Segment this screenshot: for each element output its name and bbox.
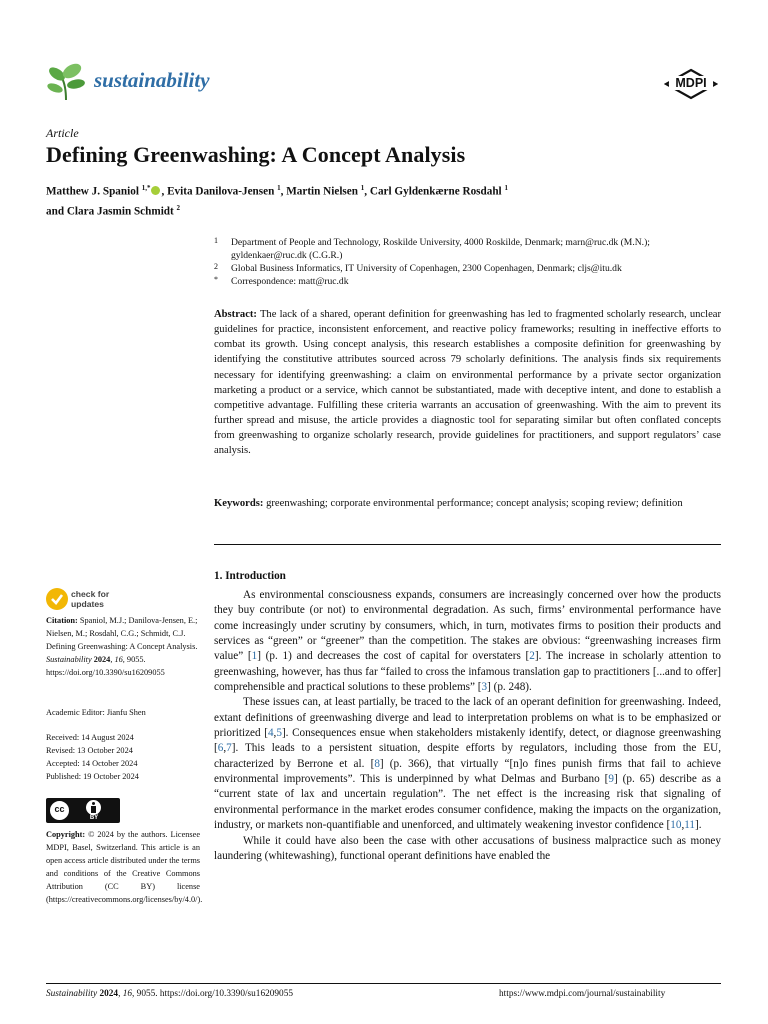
cc-by-license-badge[interactable] bbox=[46, 798, 120, 823]
footer-journal-url[interactable]: https://www.mdpi.com/journal/sustainability bbox=[499, 989, 666, 999]
citation-label: Citation: bbox=[46, 616, 78, 625]
text-run: ] (p. 366), that virtually “[n]o fines punish firms that fail to achieve environmental improvements”. This is underpinned by what Delmas and Burbano [ bbox=[214, 757, 721, 786]
citation-link[interactable]: 11 bbox=[684, 819, 696, 832]
revised-date: Revised: 13 October 2024 bbox=[46, 746, 133, 755]
journal-name: sustainability bbox=[94, 68, 210, 92]
text-run: ] (p. 65) describe as a “current state of lax and uncertain regulation”. The net effect is the increasing risk that signaling of environmental performance in the market erodes consumer confidence, making the impacts on the organization, industry, or markets non-quantifiable and unenforced, and ultimately weakening investor confidence [ bbox=[214, 773, 721, 832]
citation-link[interactable]: 6 bbox=[217, 742, 224, 755]
citation-block: Citation: Spaniol, M.J.; Danilova-Jensen, E.; Nielsen, M.; Rosdahl, C.G.; Schmidt, C.J. Defining Greenwashing: A Concept Analysis. Sustainability 2024, 16, 9055. https://doi.org/10.3390/su16209055 bbox=[46, 616, 198, 678]
author-schmidt[interactable]: and Clara Jasmin Schmidt bbox=[46, 205, 177, 218]
keywords-text: greenwashing; corporate environmental performance; concept analysis; scoping review; definition bbox=[266, 498, 683, 509]
affiliation-sup: 1,* bbox=[141, 184, 151, 192]
citation-volume: 16 bbox=[114, 655, 123, 665]
check-for-updates-label bbox=[71, 589, 109, 609]
copyright-label: Copyright: bbox=[46, 830, 86, 839]
footer-year: 2024 bbox=[99, 989, 119, 999]
citation-year: 2024 bbox=[93, 655, 111, 665]
paragraph bbox=[214, 834, 721, 865]
footer-divider bbox=[46, 983, 721, 984]
citation-doi[interactable]: , 9055. https://doi.org/10.3390/su16209055 bbox=[46, 655, 165, 678]
citation-link[interactable]: 1 bbox=[251, 650, 258, 663]
copyright-block bbox=[46, 828, 203, 907]
affiliation-item bbox=[214, 275, 724, 288]
footer-citation: Sustainability 2024, 16, 9055. https://doi.org/10.3390/su16209055 bbox=[46, 989, 293, 999]
citation-link[interactable]: 8 bbox=[374, 757, 380, 770]
abstract-text: The lack of a shared, operant definition for greenwashing has led to fragmented scholarly research, unclear guidelines for practice, inconsistent enforcement, and reactive policy frameworks; resulting in ineffective efforts to combat its growth. Using concept analysis, this research establishes a composite definition for greenwashing by identifying the constitutive attributes sourced across 79 scholarly definitions. The analysis finds six requirements necessary for identifying greenwashing: a claim on environmental performance by a private sector organization marketing a product or a service, which cannot be substantiated, made with deceptive intent, and done to establish a competitive advantage. Fulfilling these criteria warrants an accusation of greenwashing. With the aim to prevent its further spread and misuse, the article provides a diagnostic tool for separating similar but often conflated concepts from greenwashing to organize scholarly research, provide guidelines for practitioners, and support regulators’ case analysis. bbox=[214, 309, 721, 457]
paragraph bbox=[214, 588, 721, 695]
author-list bbox=[46, 180, 706, 219]
footer-doi-link[interactable]: , 9055. https://doi.org/10.3390/su16209055 bbox=[132, 989, 293, 999]
affiliation-sup: 1 bbox=[360, 184, 365, 192]
body-text bbox=[214, 588, 721, 864]
citation-link[interactable]: 10 bbox=[670, 819, 682, 832]
check-for-updates-line1: check for bbox=[71, 589, 110, 599]
text-run: As environmental consciousness expands, consumers are increasingly concerned over how the products they buy contribute (or not) to environmental degradation. As such, firms’ environmental performance have come increasingly under scrutiny by consumers, which, in turn, motivates firms to position their products and services as “green” or “greener” than the competition. The stakes are obvious: “greenwashing increases firm value” [ bbox=[214, 589, 721, 663]
orcid-icon[interactable] bbox=[151, 186, 160, 195]
text-run: ] (p. 248). bbox=[487, 681, 532, 694]
affiliation-text: Global Business Informatics, IT University of Copenhagen, 2300 Copenhagen, Denmark; cljs@itu.dk bbox=[231, 263, 622, 274]
check-for-updates-icon bbox=[46, 588, 68, 610]
received-date: Received: 14 August 2024 bbox=[46, 733, 134, 742]
copyright-text: © 2024 by the authors. Licensee MDPI, Basel, Switzerland. This article is an open access article distributed under the terms and conditions of the Creative Commons Attribution (CC BY) license (https://creativecommons.org/licenses/by/4.0/). bbox=[46, 830, 203, 905]
section-divider bbox=[214, 544, 721, 545]
citation-text: Spaniol, M.J.; Danilova-Jensen, E.; Nielsen, M.; Rosdahl, C.G.; Schmidt, C.J. Defining Greenwashing: A Concept Analysis. bbox=[46, 616, 198, 652]
abstract-label: Abstract: bbox=[214, 309, 257, 320]
paragraph: These issues can, at least partially, be traced to the lack of an operant definition for greenwashing. Indeed, extant definitions of greenwashing diverge and lead to interpretation problems on what is to be emphasized or prioritized [4,5]. Consequences ensue when stakeholders mistakenly identify, detect, or diagnose greenwashing [6,7]. This leads to a persistent situation, despite efforts by regulators, including those from the EU, characterized by Berrone et al. [8] (p. 366), that virtually “[n]o fines punish firms that fail to achieve environmental improvements”. This is underpinned by what Delmas and Burbano [9] (p. 65) describe as a “current state of lax and uncertain regulation”. The net effect is the increasing risk that signaling of environmental performance in the market erodes consumer confidence, making the impacts on the organization, industry, or markets non-quantifiable and unenforced, and ultimately weakening investor confidence [10,11]. bbox=[214, 696, 721, 832]
keywords-label: Keywords: bbox=[214, 498, 264, 509]
text-run: ]. The increase in scholarly attention to greenwashing, however, has thus far “failed to cross the infamous translation gap to practitioners [...and to offer] comprehensible and practical solutions to these problems” [ bbox=[214, 650, 722, 694]
footer-volume: 16 bbox=[122, 989, 133, 999]
affiliation-text: Department of People and Technology, Roskilde University, 4000 Roskilde, Denmark; marn@ruc.dk (M.N.); gyldenkaer@ruc.dk (C.G.R.) bbox=[231, 237, 650, 261]
author-spaniol[interactable]: Matthew J. Spaniol bbox=[46, 185, 142, 198]
attribution-person-icon bbox=[86, 800, 101, 815]
citation-link[interactable]: 2 bbox=[529, 650, 535, 663]
publisher-name: MDPI bbox=[669, 76, 713, 90]
author-rosdahl[interactable]: , Carl Gyldenkærne Rosdahl bbox=[364, 185, 505, 198]
check-for-updates-line2: updates bbox=[71, 599, 104, 609]
citation-link[interactable]: 5 bbox=[276, 727, 282, 740]
affiliation-sup: 2 bbox=[176, 203, 181, 212]
affiliation-text: Correspondence: matt@ruc.dk bbox=[231, 276, 349, 287]
citation-link[interactable]: 3 bbox=[481, 681, 488, 694]
text-run: ]. Consequences ensue when stakeholders mistakenly identify, detect, or diagnose greenwashing [ bbox=[214, 727, 721, 755]
affiliation-mark: 2 bbox=[214, 262, 218, 271]
abstract bbox=[214, 307, 721, 459]
affiliation-mark: 1 bbox=[214, 236, 218, 245]
check-for-updates-button[interactable] bbox=[46, 588, 156, 610]
journal-logo-leaf-icon bbox=[46, 62, 90, 102]
text-run: ]. This leads to a persistent situation, despite efforts by regulators, including those from the EU, characterized by Berrone et al. [ bbox=[214, 742, 721, 770]
publisher-logo bbox=[664, 68, 718, 100]
author-nielsen[interactable]: , Martin Nielsen bbox=[280, 185, 361, 198]
academic-editor: Academic Editor: Jianfu Shen bbox=[46, 708, 146, 717]
cc-icon: cc bbox=[54, 804, 65, 814]
affiliation-item bbox=[214, 236, 724, 262]
affiliation-mark: * bbox=[214, 275, 218, 284]
page-title: Defining Greenwashing: A Concept Analysis bbox=[46, 142, 466, 167]
affiliation-sup: 1 bbox=[277, 184, 281, 192]
text-run: ] (p. 1) and decreases the cost of capital for overstaters [ bbox=[257, 650, 530, 663]
author-danilova-jensen[interactable]: , Evita Danilova-Jensen bbox=[161, 185, 278, 198]
text-run: ]. bbox=[695, 819, 702, 832]
affiliation-item bbox=[214, 262, 724, 275]
affiliation-sup: 1 bbox=[504, 184, 508, 192]
citation-link[interactable]: 9 bbox=[608, 773, 614, 786]
citation-journal: Sustainability bbox=[46, 655, 92, 665]
keywords bbox=[214, 496, 721, 511]
published-date: Published: 19 October 2024 bbox=[46, 772, 139, 781]
text-run: While it could have also been the case with other accusations of business malpractice such as money laundering (whitewashing), functional operant definitions have enabled the bbox=[214, 834, 721, 862]
citation-link[interactable]: 7 bbox=[226, 742, 232, 755]
section-heading: 1. Introduction bbox=[214, 570, 286, 582]
text-run: These issues can, at least partially, be traced to the lack of an operant definition for greenwashing. Indeed, extant definitions of greenwashing diverge and lead to interpretation problems on what is to be emphasized or prioritized [ bbox=[214, 696, 721, 740]
article-type: Article bbox=[46, 126, 79, 140]
footer-journal: Sustainability bbox=[46, 989, 98, 999]
by-label: BY bbox=[89, 815, 99, 821]
citation-link[interactable]: 4 bbox=[267, 727, 274, 740]
accepted-date: Accepted: 14 October 2024 bbox=[46, 759, 138, 768]
affiliations bbox=[214, 236, 724, 288]
